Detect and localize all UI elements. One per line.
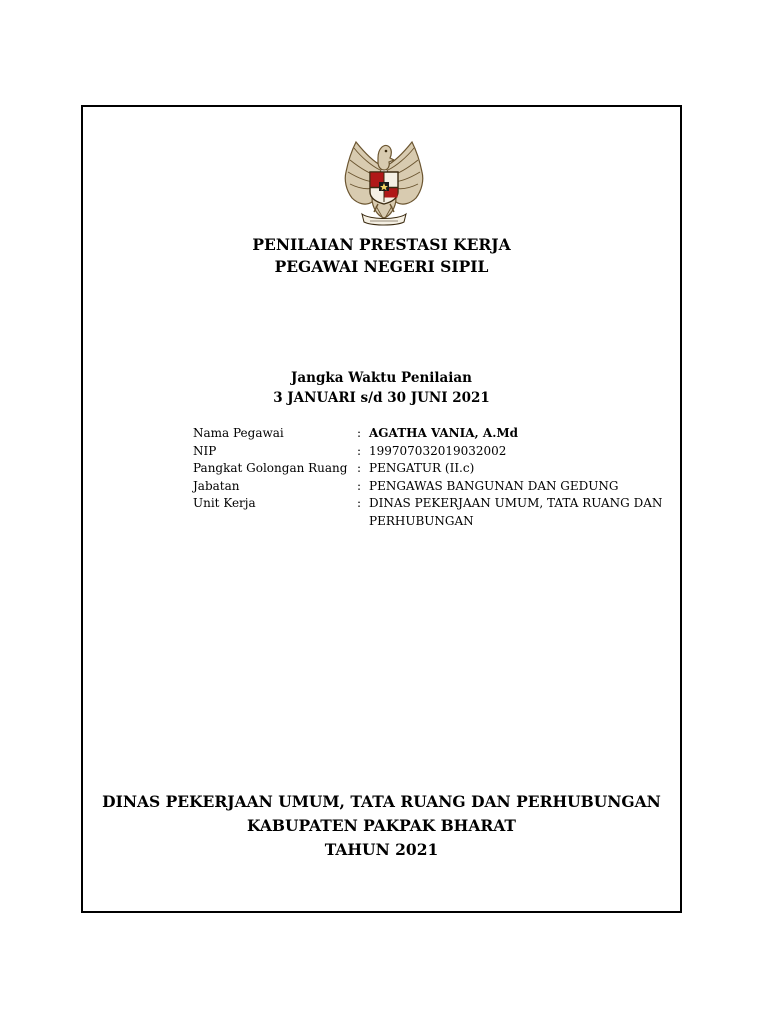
assessment-period [81, 368, 682, 408]
title-line-1: PENILAIAN PRESTASI KERJA [252, 235, 511, 254]
info-separator: : [357, 443, 362, 458]
info-label: Pangkat Golongan Ruang [193, 461, 348, 475]
info-value: AGATHA VANIA, A.Md [369, 426, 519, 440]
title-line-2: PEGAWAI NEGERI SIPIL [274, 257, 489, 276]
info-separator: : [357, 478, 362, 493]
info-row-rank [193, 460, 663, 478]
agency-footer [81, 790, 682, 862]
period-range: 3 JANUARI s/d 30 JUNI 2021 [273, 390, 490, 406]
info-row-position [193, 478, 663, 496]
info-row-nip [193, 443, 663, 461]
info-label: NIP [193, 443, 217, 458]
info-label: Unit Kerja [193, 496, 256, 510]
info-label: Nama Pegawai [193, 426, 284, 440]
info-value: DINAS PEKERJAAN UMUM, TATA RUANG DAN PERHUBUNGAN [369, 496, 663, 528]
garuda-pancasila-emblem-icon [334, 136, 434, 228]
info-label: Jabatan [193, 478, 240, 493]
period-label: Jangka Waktu Penilaian [291, 370, 472, 386]
info-value: PENGAWAS BANGUNAN DAN GEDUNG [369, 478, 619, 493]
info-row-name [193, 425, 663, 443]
footer-agency: DINAS PEKERJAAN UMUM, TATA RUANG DAN PERHUBUNGAN [102, 792, 661, 811]
footer-year: TAHUN 2021 [324, 840, 439, 859]
info-value: PENGATUR (II.c) [369, 461, 475, 475]
info-row-work-unit [193, 495, 663, 530]
footer-regency: KABUPATEN PAKPAK BHARAT [247, 816, 516, 835]
info-separator: : [357, 496, 362, 510]
employee-info-table [193, 425, 663, 530]
document-title [81, 234, 682, 278]
info-separator: : [357, 461, 362, 475]
info-value: 199707032019032002 [369, 443, 507, 458]
info-separator: : [357, 426, 362, 440]
